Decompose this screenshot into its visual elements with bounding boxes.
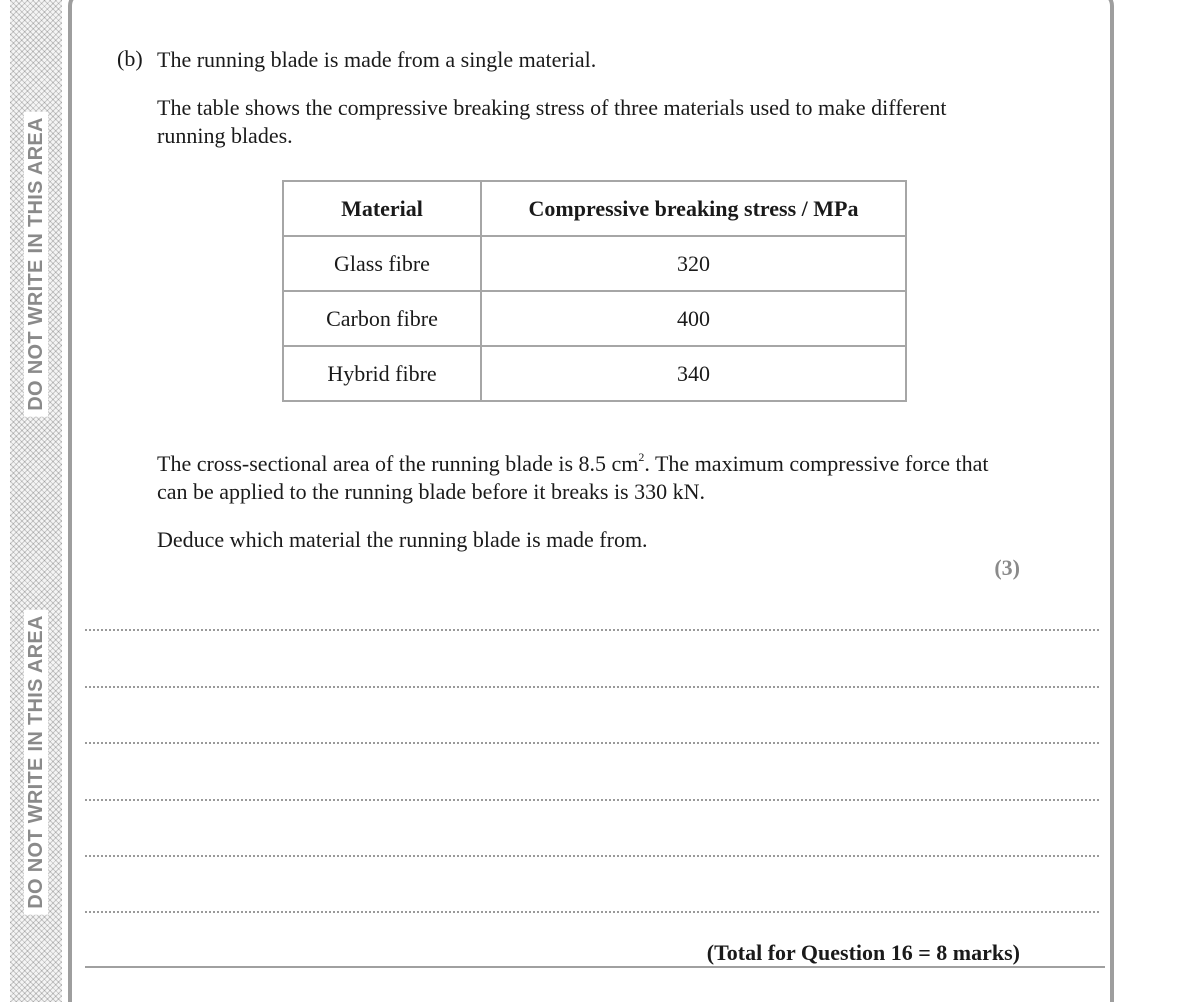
table-header-row — [283, 181, 906, 236]
material-stress-table — [282, 180, 907, 402]
question-total: (Total for Question 16 = 8 marks) — [706, 940, 1020, 965]
table-cell-material: Carbon fibre — [283, 291, 481, 346]
table-cell-material: Hybrid fibre — [283, 346, 481, 401]
answer-line[interactable] — [85, 686, 1099, 688]
table-intro: The table shows the compressive breaking stress of three materials used to make different running blades. — [157, 95, 947, 148]
answer-line[interactable] — [85, 911, 1099, 913]
answer-line[interactable] — [85, 799, 1099, 801]
marks-indicator: (3) — [994, 555, 1020, 580]
question-part-label: (b) — [117, 46, 143, 71]
answer-line[interactable] — [85, 855, 1099, 857]
table-row — [283, 291, 906, 346]
superscript-squared: 2 — [638, 449, 645, 464]
table-row — [283, 346, 906, 401]
table-cell-stress: 320 — [481, 236, 906, 291]
margin-warning-top: DO NOT WRITE IN THIS AREA — [24, 111, 48, 416]
table-header-material: Material — [283, 181, 481, 236]
table-cell-material: Glass fibre — [283, 236, 481, 291]
table-cell-stress: 400 — [481, 291, 906, 346]
question-intro: The running blade is made from a single material. — [157, 47, 597, 72]
question-task: Deduce which material the running blade is made from. — [157, 527, 648, 552]
cross-section-info — [157, 450, 1007, 506]
cross-section-text-end: . The maximum compressive force that can be applied to the running blade before it breaks is 330 kN. — [157, 451, 989, 504]
total-divider — [85, 966, 1105, 968]
table-cell-stress: 340 — [481, 346, 906, 401]
answer-line[interactable] — [85, 742, 1099, 744]
table-row — [283, 236, 906, 291]
cross-section-text-start: The cross-sectional area of the running blade is 8.5 cm — [157, 451, 639, 476]
margin-warning-bottom: DO NOT WRITE IN THIS AREA — [24, 609, 48, 914]
table-header-stress: Compressive breaking stress / MPa — [481, 181, 906, 236]
answer-line[interactable] — [85, 629, 1099, 631]
